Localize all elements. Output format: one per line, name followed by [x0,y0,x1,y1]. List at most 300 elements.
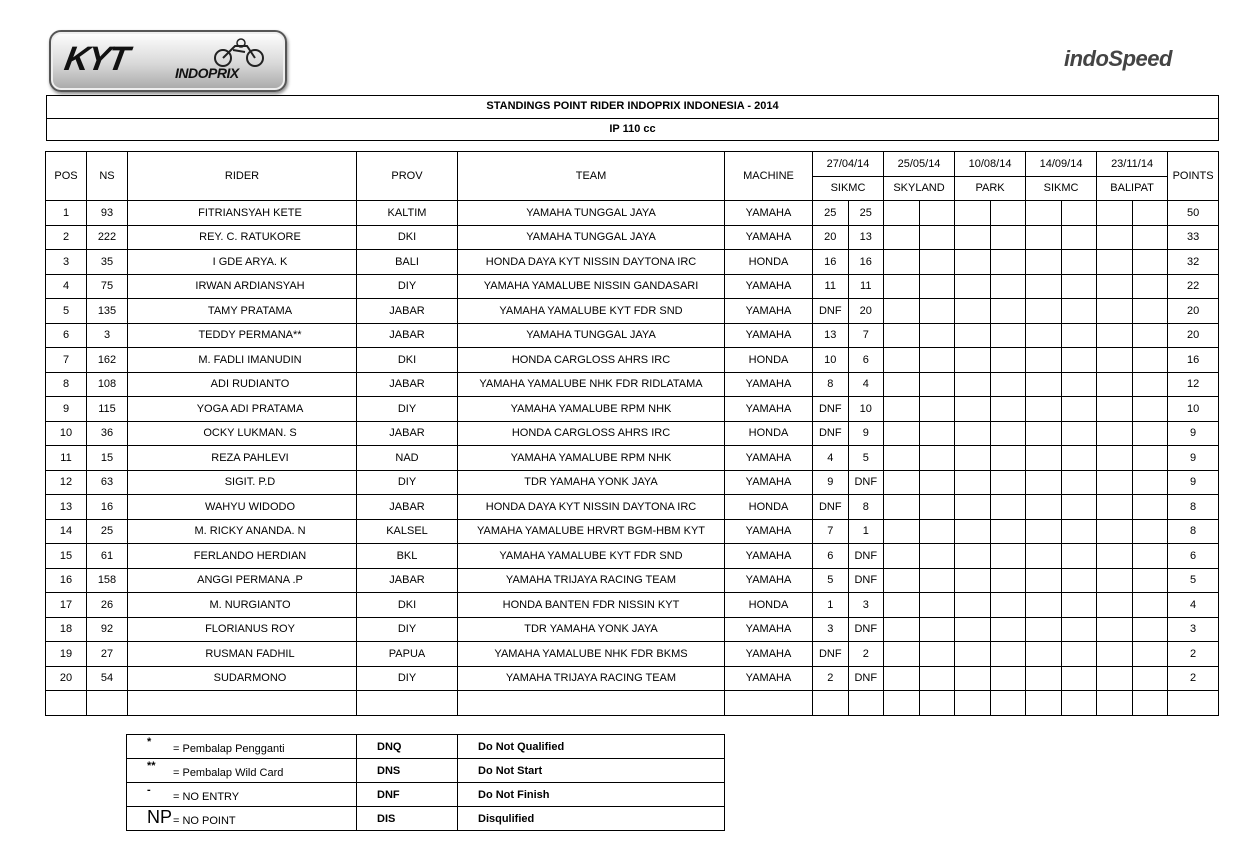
empty-result [1061,274,1097,299]
ns-cell: 63 [87,470,128,495]
empty-result [1097,519,1133,544]
points-cell: 4 [1168,593,1219,618]
empty-result [884,250,920,275]
legend-symbol-text: = Pembalap Wild Card [173,767,284,779]
empty-result [1097,470,1133,495]
machine-cell: YAMAHA [725,397,813,422]
empty-result [955,495,991,520]
empty-result [955,372,991,397]
race2-result: 11 [848,274,884,299]
empty-result [955,397,991,422]
empty-result [884,642,920,667]
table-row [46,421,1219,446]
empty-cell [1026,691,1062,716]
header-rider: RIDER [128,152,357,201]
race2-result: 16 [848,250,884,275]
ns-cell: 15 [87,446,128,471]
rider-cell: M. RICKY ANANDA. N [128,519,357,544]
empty-result [1026,421,1062,446]
empty-result [955,544,991,569]
race1-result: 9 [813,470,849,495]
machine-cell: YAMAHA [725,470,813,495]
team-cell: YAMAHA YAMALUBE RPM NHK [458,397,725,422]
pos-cell: 1 [46,201,87,226]
header-points: POINTS [1168,152,1219,201]
empty-result [884,299,920,324]
race2-result: 9 [848,421,884,446]
empty-result [955,666,991,691]
race2-result: 20 [848,299,884,324]
empty-result [1026,201,1062,226]
empty-result [1132,250,1168,275]
empty-result [990,568,1026,593]
empty-result [884,519,920,544]
machine-cell: HONDA [725,495,813,520]
empty-result [955,225,991,250]
empty-result [1026,299,1062,324]
team-cell: YAMAHA TUNGGAL JAYA [458,323,725,348]
table-row [46,495,1219,520]
kyt-logo-text: KYT [61,40,131,78]
empty-result [1026,446,1062,471]
empty-cell [1168,691,1219,716]
empty-result [884,274,920,299]
round-date: 25/05/14 [884,152,955,177]
empty-result [884,617,920,642]
machine-cell: YAMAHA [725,544,813,569]
race2-result: 6 [848,348,884,373]
legend-table [126,734,725,831]
rider-cell: FLORIANUS ROY [128,617,357,642]
round-venue: SIKMC [1026,176,1097,201]
indoprix-logo-text: INDOPRIX [175,65,239,81]
empty-cell [813,691,849,716]
team-cell: TDR YAMAHA YONK JAYA [458,470,725,495]
empty-result [955,519,991,544]
rider-cell: SIGIT. P.D [128,470,357,495]
points-cell: 3 [1168,617,1219,642]
legend-code: DNF [357,783,458,807]
empty-result [990,323,1026,348]
rider-cell: ADI RUDIANTO [128,372,357,397]
ns-cell: 92 [87,617,128,642]
class-subtitle: IP 110 cc [47,118,1218,140]
prov-cell: JABAR [357,372,458,397]
race2-result: 5 [848,446,884,471]
race2-result: 13 [848,225,884,250]
empty-result [884,593,920,618]
empty-result [990,446,1026,471]
empty-result [1097,299,1133,324]
legend-symbol-text: = Pembalap Pengganti [173,743,285,755]
empty-result [1061,421,1097,446]
ns-cell: 27 [87,642,128,667]
empty-result [919,421,955,446]
team-cell: YAMAHA YAMALUBE NISSIN GANDASARI [458,274,725,299]
table-row [46,372,1219,397]
prov-cell: BALI [357,250,458,275]
table-row [46,519,1219,544]
points-cell: 9 [1168,421,1219,446]
empty-result [990,642,1026,667]
empty-result [1026,225,1062,250]
empty-result [1061,519,1097,544]
ns-cell: 115 [87,397,128,422]
legend-symbol: - [147,784,151,796]
team-cell: YAMAHA TUNGGAL JAYA [458,225,725,250]
indospeed-logo: indoSpeed [1064,46,1172,71]
empty-result [1061,568,1097,593]
prov-cell: KALTIM [357,201,458,226]
ns-cell: 135 [87,299,128,324]
empty-result [1026,372,1062,397]
empty-result [1132,593,1168,618]
round-date: 14/09/14 [1026,152,1097,177]
ns-cell: 35 [87,250,128,275]
table-row [46,544,1219,569]
empty-result [955,446,991,471]
race1-result: 3 [813,617,849,642]
empty-result [884,446,920,471]
table-row [46,593,1219,618]
prov-cell: PAPUA [357,642,458,667]
prov-cell: DKI [357,593,458,618]
race2-result: 25 [848,201,884,226]
team-cell: HONDA CARGLOSS AHRS IRC [458,421,725,446]
prov-cell: JABAR [357,495,458,520]
empty-result [1097,250,1133,275]
race1-result: 4 [813,446,849,471]
empty-result [955,250,991,275]
empty-cell [884,691,920,716]
legend-row [127,783,725,807]
empty-result [1132,397,1168,422]
empty-result [1097,666,1133,691]
machine-cell: YAMAHA [725,666,813,691]
empty-cell [725,691,813,716]
empty-result [1061,299,1097,324]
empty-result [1026,274,1062,299]
empty-result [1026,348,1062,373]
empty-result [1097,568,1133,593]
machine-cell: HONDA [725,593,813,618]
empty-result [1026,568,1062,593]
round-venue: SIKMC [813,176,884,201]
empty-result [1026,495,1062,520]
race1-result: DNF [813,642,849,667]
title-box [46,95,1219,141]
rider-cell: SUDARMONO [128,666,357,691]
empty-result [1097,372,1133,397]
empty-result [1097,397,1133,422]
pos-cell: 10 [46,421,87,446]
empty-result [1061,446,1097,471]
round-venue: PARK [955,176,1026,201]
empty-result [884,666,920,691]
prov-cell: JABAR [357,323,458,348]
empty-result [1132,348,1168,373]
pos-cell: 16 [46,568,87,593]
empty-result [955,642,991,667]
pos-cell: 6 [46,323,87,348]
pos-cell: 11 [46,446,87,471]
points-cell: 6 [1168,544,1219,569]
pos-cell: 9 [46,397,87,422]
empty-result [919,397,955,422]
race1-result: 25 [813,201,849,226]
machine-cell: YAMAHA [725,225,813,250]
empty-result [884,372,920,397]
team-cell: HONDA CARGLOSS AHRS IRC [458,348,725,373]
empty-result [955,421,991,446]
empty-result [919,323,955,348]
empty-result [884,397,920,422]
empty-result [990,544,1026,569]
team-cell: YAMAHA YAMALUBE KYT FDR SND [458,299,725,324]
empty-result [990,666,1026,691]
race1-result: 7 [813,519,849,544]
empty-result [919,372,955,397]
round-venue: SKYLAND [884,176,955,201]
rider-cell: I GDE ARYA. K [128,250,357,275]
standings-table [45,151,1219,716]
empty-result [1026,323,1062,348]
empty-result [1026,593,1062,618]
legend-code: DNS [357,759,458,783]
prov-cell: DKI [357,225,458,250]
empty-result [1061,617,1097,642]
race1-result: 10 [813,348,849,373]
empty-result [884,544,920,569]
prov-cell: NAD [357,446,458,471]
race1-result: 1 [813,593,849,618]
empty-result [919,544,955,569]
pos-cell: 5 [46,299,87,324]
empty-result [1097,421,1133,446]
machine-cell: YAMAHA [725,372,813,397]
team-cell: YAMAHA TUNGGAL JAYA [458,201,725,226]
header-pos: POS [46,152,87,201]
empty-result [990,593,1026,618]
empty-cell [1132,691,1168,716]
header-prov: PROV [357,152,458,201]
empty-result [990,397,1026,422]
table-row [46,617,1219,642]
team-cell: HONDA BANTEN FDR NISSIN KYT [458,593,725,618]
empty-result [1026,519,1062,544]
empty-cell [87,691,128,716]
machine-cell: YAMAHA [725,617,813,642]
legend-description: Do Not Start [458,759,725,783]
ns-cell: 162 [87,348,128,373]
empty-result [990,250,1026,275]
race2-result: DNF [848,568,884,593]
ns-cell: 36 [87,421,128,446]
empty-result [919,568,955,593]
empty-result [1132,446,1168,471]
empty-result [1097,201,1133,226]
legend-symbol: ** [147,760,156,772]
legend-code: DIS [357,807,458,831]
machine-cell: YAMAHA [725,274,813,299]
ns-cell: 54 [87,666,128,691]
empty-result [1132,495,1168,520]
race1-result: 16 [813,250,849,275]
empty-result [955,201,991,226]
rider-cell: REZA PAHLEVI [128,446,357,471]
rider-cell: WAHYU WIDODO [128,495,357,520]
race2-result: 7 [848,323,884,348]
race2-result: 4 [848,372,884,397]
legend-symbol-cell [127,783,357,807]
points-cell: 2 [1168,666,1219,691]
legend-row [127,759,725,783]
round-venue: BALIPAT [1097,176,1168,201]
legend-symbol-text: = NO POINT [173,815,236,827]
page-title: STANDINGS POINT RIDER INDOPRIX INDONESIA - 2014 [486,100,779,112]
ns-cell: 26 [87,593,128,618]
empty-result [919,299,955,324]
rider-cell: YOGA ADI PRATAMA [128,397,357,422]
points-cell: 33 [1168,225,1219,250]
team-cell: HONDA DAYA KYT NISSIN DAYTONA IRC [458,250,725,275]
prov-cell: DIY [357,666,458,691]
points-cell: 8 [1168,519,1219,544]
legend-symbol: * [147,736,152,748]
empty-result [1026,470,1062,495]
empty-result [1132,274,1168,299]
empty-cell [357,691,458,716]
empty-result [955,348,991,373]
empty-result [990,372,1026,397]
rider-cell: TAMY PRATAMA [128,299,357,324]
pos-cell: 14 [46,519,87,544]
machine-cell: YAMAHA [725,446,813,471]
empty-result [919,250,955,275]
empty-result [919,617,955,642]
table-row [46,299,1219,324]
empty-result [919,593,955,618]
machine-cell: HONDA [725,348,813,373]
empty-result [1061,397,1097,422]
machine-cell: YAMAHA [725,519,813,544]
empty-result [919,225,955,250]
pos-cell: 13 [46,495,87,520]
empty-result [1132,544,1168,569]
empty-result [1061,201,1097,226]
legend-description: Do Not Finish [458,783,725,807]
empty-result [1061,323,1097,348]
empty-cell [458,691,725,716]
machine-cell: HONDA [725,250,813,275]
empty-result [919,642,955,667]
empty-result [884,348,920,373]
empty-result [919,348,955,373]
race2-result: DNF [848,617,884,642]
empty-result [1026,642,1062,667]
empty-result [955,617,991,642]
rider-cell: ANGGI PERMANA .P [128,568,357,593]
empty-result [884,323,920,348]
team-cell: YAMAHA YAMALUBE NHK FDR BKMS [458,642,725,667]
machine-cell: YAMAHA [725,568,813,593]
race1-result: 20 [813,225,849,250]
empty-result [1132,470,1168,495]
empty-result [1061,348,1097,373]
pos-cell: 15 [46,544,87,569]
race2-result: 10 [848,397,884,422]
ns-cell: 158 [87,568,128,593]
team-cell: YAMAHA YAMALUBE KYT FDR SND [458,544,725,569]
empty-result [1097,544,1133,569]
table-row [46,225,1219,250]
pos-cell: 7 [46,348,87,373]
header-machine: MACHINE [725,152,813,201]
rider-cell: IRWAN ARDIANSYAH [128,274,357,299]
rider-cell: M. NURGIANTO [128,593,357,618]
ns-cell: 93 [87,201,128,226]
machine-cell: HONDA [725,421,813,446]
empty-cell [955,691,991,716]
round-date: 27/04/14 [813,152,884,177]
empty-result [919,519,955,544]
empty-result [1097,617,1133,642]
empty-result [884,495,920,520]
legend-symbol-cell [127,759,357,783]
empty-result [1061,250,1097,275]
points-cell: 22 [1168,274,1219,299]
race1-result: DNF [813,421,849,446]
empty-result [955,274,991,299]
empty-result [1132,617,1168,642]
empty-result [990,299,1026,324]
rider-cell: RUSMAN FADHIL [128,642,357,667]
empty-result [1061,470,1097,495]
ns-cell: 16 [87,495,128,520]
rider-cell: REY. C. RATUKORE [128,225,357,250]
race1-result: 8 [813,372,849,397]
round-date: 10/08/14 [955,152,1026,177]
empty-result [955,470,991,495]
rider-cell: TEDDY PERMANA** [128,323,357,348]
table-row [46,250,1219,275]
ns-cell: 25 [87,519,128,544]
empty-result [1132,421,1168,446]
race1-result: DNF [813,299,849,324]
race1-result: 6 [813,544,849,569]
pos-cell: 12 [46,470,87,495]
rider-cell: FITRIANSYAH KETE [128,201,357,226]
empty-row [46,691,1219,716]
empty-result [884,470,920,495]
empty-result [990,225,1026,250]
race1-result: 11 [813,274,849,299]
empty-result [1061,544,1097,569]
table-row [46,201,1219,226]
empty-result [990,519,1026,544]
points-cell: 10 [1168,397,1219,422]
prov-cell: DIY [357,617,458,642]
race2-result: DNF [848,470,884,495]
empty-result [1132,201,1168,226]
empty-result [1061,593,1097,618]
rider-cell: M. FADLI IMANUDIN [128,348,357,373]
race2-result: 2 [848,642,884,667]
table-row [46,568,1219,593]
team-cell: YAMAHA TRIJAYA RACING TEAM [458,666,725,691]
kyt-indoprix-logo [49,30,287,92]
header-team: TEAM [458,152,725,201]
